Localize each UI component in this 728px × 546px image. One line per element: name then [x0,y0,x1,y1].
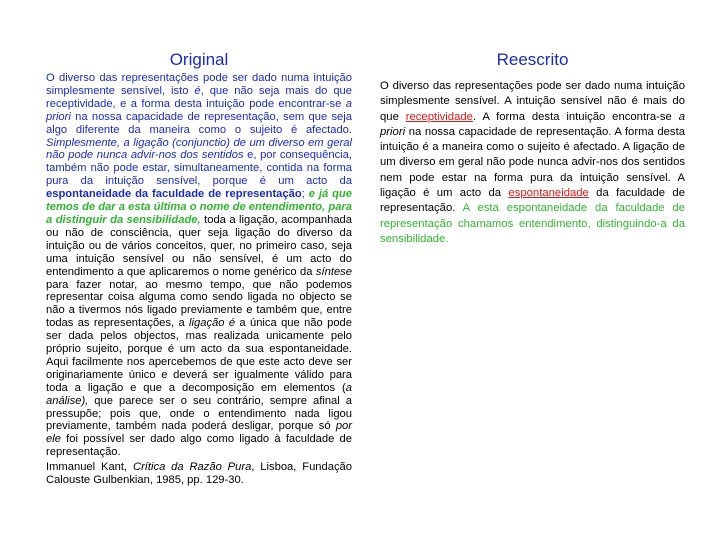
text-segment: espontaneidade da faculdade de representação [46,188,302,201]
text-segment: ligação é [189,317,236,330]
text-segment: . A forma desta intuição encontra-se [472,110,679,123]
text-segment: espontaneidade [508,187,589,200]
text-segment: foi possível ser dado algo como ligado à faculdade de representação. [46,433,352,459]
original-text [46,72,352,459]
original-citation [46,461,352,487]
text-segment: a análise), [46,381,352,407]
text-segment: é [194,84,201,97]
text-segment: A esta espontaneidade da faculdade de representação chamamos entendimento, distinguindo-a da sensibilidade. [380,202,685,245]
text-segment: por ele [46,420,352,446]
text-segment: a priori [46,97,352,123]
text-segment: e já que temos de dar a esta última o nome de entendimento, para a distinguir da sensibilidade, [46,188,352,226]
text-segment: que parece ser o seu contrário, sempre afinal a pressupõe; pois que, onde o entendimento nada ligou previamente, também nada poderá desligar, porque só [46,394,352,433]
rewritten-column [380,50,685,247]
text-segment: ; [301,188,309,201]
text-segment: na nossa capacidade de representação. A forma desta intuição é a maneira como o sujeito é afectado. A ligação de um diverso em geral não pode nunca advir-nos dos sentidos nem pode estar na forma pura da intuição sensível. A ligação é um acto da [380,125,685,200]
text-segment: Crítica da Razão Pura [132,461,252,474]
text-segment: na nossa capacidade de representação, sem que seja algo diferente da maneira como o sujeito é afectado. [46,110,352,136]
rewritten-title: Reescrito [496,50,569,69]
text-segment: da faculdade de representação. [380,187,685,215]
text-segment: e, por consequência, também não pode estar, simultaneamente, contida na forma pura da intuição sensível, porque é um acto da [46,149,352,188]
text-segment: toda a ligação, acompanhada ou não de consciência, quer seja ligação do diverso da intuição ou de vários conceitos, quer, no primeiro caso, seja uma intuição sensível ou não sensível, é um acto do entendimento a que aplicaremos o nome genérico da [46,213,352,278]
original-column [46,50,352,487]
text-segment: O diverso das representações pode ser dado numa intuição simplesmente sensível, isto [46,72,352,97]
text-segment: Simplesmente, a ligação (conjunctio) de um diverso em geral não pode nunca advir-nos dos sentidos [46,136,352,162]
text-segment: para fazer notar, ao mesmo tempo, que não podemos representar coisa alguma como sendo ligada no objecto se não a tivermos nós ligado previamente e também que, entre todas as representações, a [46,278,352,330]
text-segment: a priori [380,110,685,138]
text-segment: Immanuel Kant, [46,461,133,474]
text-segment: O diverso das representações pode ser dado numa intuição simplesmente sensível. A intuição sensível não é mais do que [380,80,685,123]
text-segment: síntese [315,265,352,278]
text-segment: a única que não pode ser dada pelos objectos, mas realizada unicamente pelo próprio sujeito, porque é um acto da sua espontaneidade. Aqui facilmente nos apercebemos de que este acto deve ser originariamente único e deverá ser igualmente válido para toda a ligação e que a decomposição em elementos ( [46,317,352,394]
text-segment: receptividade [405,110,473,123]
rewritten-text [380,79,685,247]
text-segment: , Lisboa, Fundação Calouste Gulbenkian, 1985, pp. 129-30. [46,461,353,487]
original-title: Original [169,50,229,69]
text-segment: , que não seja mais do que receptividade, e a forma desta intuição pode encontrar-se [46,84,352,110]
